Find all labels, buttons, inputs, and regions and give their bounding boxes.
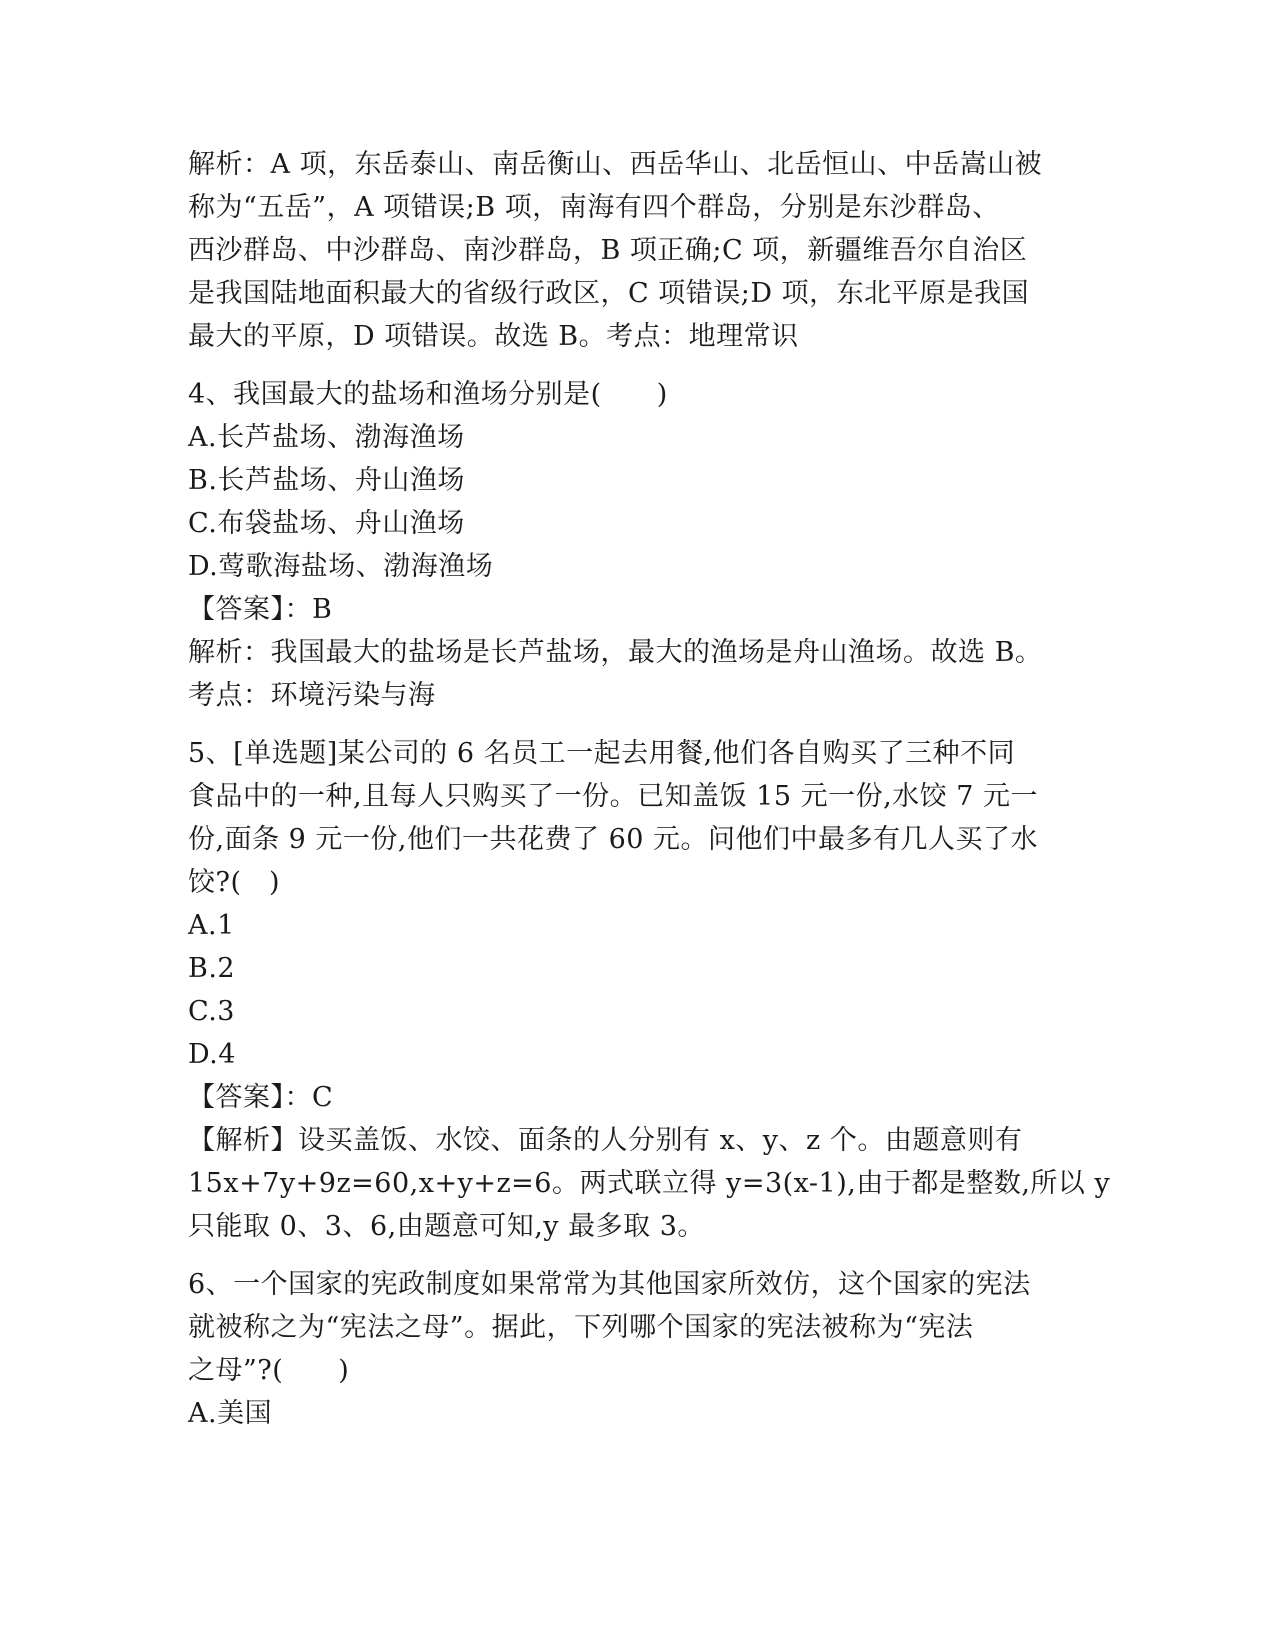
option-c: C.布袋盐场、舟山渔场 bbox=[188, 508, 465, 539]
answer-line: 【答案】：C bbox=[188, 1082, 334, 1113]
analysis-line: 是我国陆地面积最大的省级行政区，C 项错误;D 项，东北平原是我国 bbox=[188, 278, 1030, 309]
option-b: B.2 bbox=[188, 953, 236, 984]
q3-analysis-block bbox=[188, 143, 1078, 358]
question-stem: 就被称之为“宪法之母”。据此，下列哪个国家的宪法被称为“宪法 bbox=[188, 1312, 974, 1343]
question-stem: 4、我国最大的盐场和渔场分别是( ) bbox=[188, 379, 668, 410]
analysis-line: 只能取 0、3、6,由题意可知,y 最多取 3。 bbox=[188, 1211, 705, 1242]
analysis-line: 15x+7y+9z=60,x+y+z=6。两式联立得 y=3(x-1),由于都是整数,所以 y bbox=[188, 1168, 1111, 1199]
option-d: D.莺歌海盐场、渤海渔场 bbox=[188, 551, 494, 582]
analysis-line: 西沙群岛、中沙群岛、南沙群岛，B 项正确;C 项，新疆维吾尔自治区 bbox=[188, 235, 1028, 266]
option-a: A.长芦盐场、渤海渔场 bbox=[188, 422, 465, 453]
analysis-line: 称为“五岳”，A 项错误;B 项，南海有四个群岛，分别是东沙群岛、 bbox=[188, 192, 1000, 223]
document-page bbox=[188, 143, 1111, 1435]
question-stem: 5、[单选题]某公司的 6 名员工一起去用餐,他们各自购买了三种不同 bbox=[188, 738, 1016, 769]
analysis-line: 解析：我国最大的盐场是长芦盐场，最大的渔场是舟山渔场。故选 B。 bbox=[188, 637, 1043, 668]
answer-line: 【答案】：B bbox=[188, 594, 333, 625]
analysis-line: 解析：A 项，东岳泰山、南岳衡山、西岳华山、北岳恒山、中岳嵩山被 bbox=[188, 149, 1043, 180]
question-5 bbox=[188, 732, 1111, 1248]
option-a: A.1 bbox=[188, 910, 235, 941]
question-4 bbox=[188, 373, 1078, 717]
question-stem: 食品中的一种,且每人只购买了一份。已知盖饭 15 元一份,水饺 7 元一 bbox=[188, 781, 1039, 812]
question-stem: 份,面条 9 元一份,他们一共花费了 60 元。问他们中最多有几人买了水 bbox=[188, 824, 1039, 855]
option-c: C.3 bbox=[188, 996, 235, 1027]
option-b: B.长芦盐场、舟山渔场 bbox=[188, 465, 465, 496]
question-stem: 饺?( ) bbox=[188, 867, 281, 898]
option-d: D.4 bbox=[188, 1039, 236, 1070]
analysis-line: 最大的平原，D 项错误。故选 B。考点：地理常识 bbox=[188, 321, 799, 352]
analysis-line: 考点：环境污染与海 bbox=[188, 680, 436, 711]
question-stem: 之母”?( ) bbox=[188, 1355, 350, 1386]
option-a: A.美国 bbox=[188, 1398, 273, 1429]
analysis-line: 【解析】设买盖饭、水饺、面条的人分别有 x、y、z 个。由题意则有 bbox=[188, 1125, 1023, 1156]
question-stem: 6、一个国家的宪政制度如果常常为其他国家所效仿，这个国家的宪法 bbox=[188, 1269, 1031, 1300]
question-6 bbox=[188, 1263, 1078, 1435]
